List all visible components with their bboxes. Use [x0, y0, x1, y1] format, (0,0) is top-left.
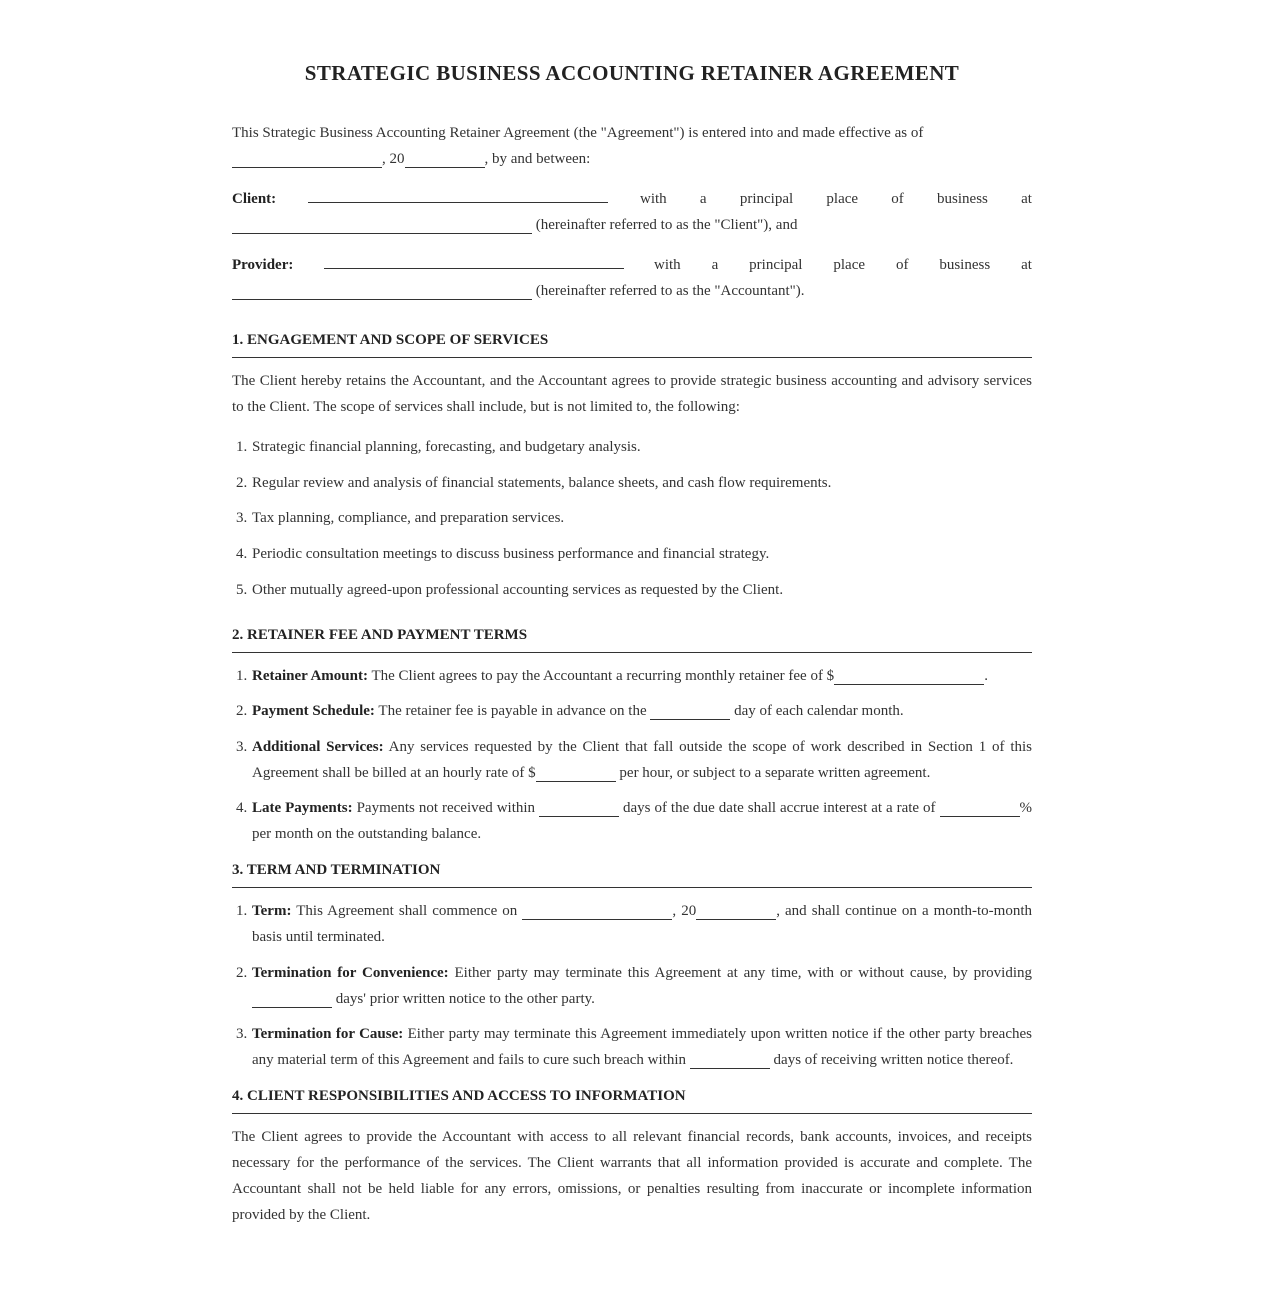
list-item: 4. Periodic consultation meetings to discuss business performance and financial strategy.	[236, 546, 770, 563]
section-3-heading: 3. TERM AND TERMINATION	[232, 860, 1032, 888]
effective-year-blank[interactable]	[405, 152, 485, 168]
cure-days-blank[interactable]	[690, 1053, 770, 1069]
list-item: 3. Termination for Cause: Either party may terminate this Agreement immediately upon written notice if the other party breaches any material term of this Agreement and fails to cure such breach within days of receiving written notice thereof.	[236, 1026, 1032, 1069]
provider-party-block	[232, 252, 1032, 304]
list-item: 2. Termination for Convenience: Either party may terminate this Agreement at any time, with or without cause, by providing days' prior written notice to the other party.	[236, 964, 1032, 1007]
hourly-rate-blank[interactable]	[536, 766, 616, 782]
document-page	[232, 0, 1032, 1228]
intro-year-prefix: , 20	[382, 151, 405, 167]
commence-year-blank[interactable]	[696, 904, 776, 920]
list-item: 3. Additional Services: Any services requested by the Client that fall outside the scope of work described in Section 1 of this Agreement shall be billed at an hourly rate of $ per hour, or subject to a separate written agreement.	[236, 738, 1032, 781]
client-name-blank[interactable]	[308, 187, 608, 203]
intro-tail: , by and between:	[484, 151, 591, 167]
section-4-body: The Client agrees to provide the Accountant with access to all relevant financial records, bank accounts, invoices, and receipts necessary for the performance of the services. The Client warrants that all information provided is accurate and complete. The Accountant shall not be held liable for any errors, omissions, or penalties resulting from inaccurate or incomplete information provided by the Client.	[232, 1129, 1032, 1224]
intro-paragraph	[232, 120, 1032, 172]
client-party-block	[232, 186, 1032, 238]
provider-address-phrase: with a principal place of business at	[654, 257, 1032, 273]
provider-name-blank[interactable]	[324, 253, 624, 269]
effective-date-blank[interactable]	[232, 152, 382, 168]
intro-text: This Strategic Business Accounting Retainer Agreement (the "Agreement") is entered into and made effective as of	[232, 125, 924, 141]
client-address-blank[interactable]	[232, 218, 532, 234]
section-2-heading: 2. RETAINER FEE AND PAYMENT TERMS	[232, 625, 1032, 653]
section-4-heading: 4. CLIENT RESPONSIBILITIES AND ACCESS TO INFORMATION	[232, 1086, 1032, 1114]
client-label: Client:	[232, 191, 277, 207]
commence-date-blank[interactable]	[522, 904, 672, 920]
list-item: 5. Other mutually agreed-upon professional accounting services as requested by the Client.	[236, 581, 784, 598]
late-days-blank[interactable]	[539, 801, 619, 817]
client-tail: (hereinafter referred to as the "Client"), and	[535, 217, 798, 233]
term-termination-list	[232, 898, 1032, 1073]
list-item: 1. Strategic financial planning, forecasting, and budgetary analysis.	[236, 439, 641, 455]
document-title: STRATEGIC BUSINESS ACCOUNTING RETAINER AGREEMENT	[304, 61, 960, 85]
list-item: 1. Term: This Agreement shall commence on , 20 , and shall continue on a month-to-month basis until terminated.	[236, 903, 1033, 946]
list-item: 3. Tax planning, compliance, and preparation services.	[236, 510, 565, 527]
client-address-phrase: with a principal place of business at	[639, 191, 1032, 207]
provider-address-blank[interactable]	[232, 284, 532, 300]
payment-day-blank[interactable]	[650, 704, 730, 720]
list-item: 1. Retainer Amount: The Client agrees to pay the Accountant a recurring monthly retainer fee of $ .	[236, 667, 988, 684]
section-1-body: The Client hereby retains the Accountant, and the Accountant agrees to provide strategic business accounting and advisory services to the Client. The scope of services shall include, but is not limited to, the following:	[232, 373, 1032, 415]
list-item: 4. Late Payments: Payments not received within days of the due date shall accrue interest at a rate of % per month on the outstanding balance.	[236, 800, 1032, 843]
retainer-amount-blank[interactable]	[834, 669, 984, 685]
payment-terms-list	[232, 663, 1032, 848]
list-item: 2. Payment Schedule: The retainer fee is payable in advance on the day of each calendar month.	[236, 703, 904, 720]
notice-days-blank[interactable]	[252, 992, 332, 1008]
interest-rate-blank[interactable]	[940, 801, 1020, 817]
list-item: 2. Regular review and analysis of financial statements, balance sheets, and cash flow requirements.	[236, 474, 832, 491]
provider-tail: (hereinafter referred to as the "Accountant").	[535, 283, 805, 299]
services-list	[232, 434, 1032, 603]
section-1-heading: 1. ENGAGEMENT AND SCOPE OF SERVICES	[232, 330, 1032, 358]
provider-label: Provider:	[232, 257, 294, 273]
